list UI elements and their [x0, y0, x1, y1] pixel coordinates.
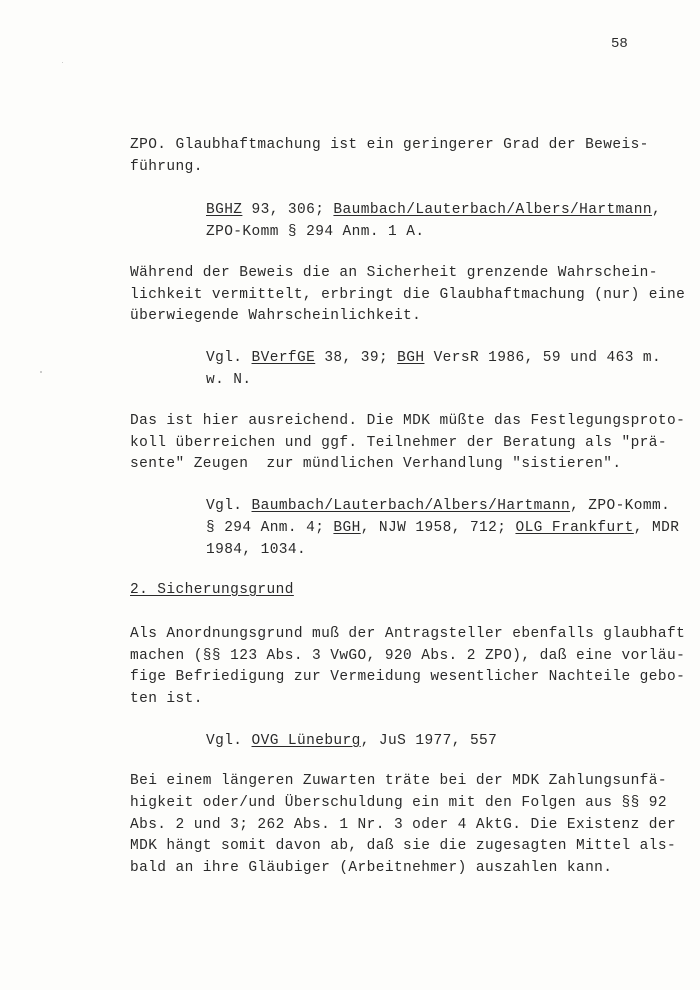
- citation-text: 93, 306;: [242, 202, 334, 218]
- citation-text: Vgl.: [206, 733, 252, 749]
- text-line: Abs. 2 und 3; 262 Abs. 1 Nr. 3 oder 4 AktG. Die Existenz der: [130, 817, 677, 833]
- text-line: Das ist hier ausreichend. Die MDK müßte das Festlegungsproto-: [130, 413, 686, 429]
- citation-text: , NJW 1958, 712;: [360, 520, 516, 536]
- citation-source: OVG Lüneburg: [251, 733, 361, 749]
- text-line: ZPO. Glaubhaftmachung ist ein geringerer Grad der Beweis-: [130, 137, 649, 153]
- citation-text: , ZPO-Komm.: [570, 498, 671, 514]
- text-line: fige Befriedigung zur Vermeidung wesentlicher Nachteile gebo-: [130, 669, 686, 685]
- citation-line: [206, 520, 679, 536]
- text-line: überwiegende Wahrscheinlichkeit.: [130, 308, 422, 324]
- scan-speck: [62, 62, 63, 63]
- text-line: machen (§§ 123 Abs. 3 VwGO, 920 Abs. 2 ZPO), daß eine vorläu-: [130, 648, 686, 664]
- citation-line: [206, 498, 670, 514]
- text-line: führung.: [130, 159, 203, 175]
- citation-line: ZPO-Komm § 294 Anm. 1 A.: [206, 224, 425, 240]
- citation-source: OLG Frankfurt: [515, 520, 634, 536]
- citation-line: 1984, 1034.: [206, 542, 307, 558]
- text-line: koll überreichen und ggf. Teilnehmer der Beratung als "prä-: [130, 435, 667, 451]
- citation-source: BVerfGE: [251, 350, 316, 366]
- page-number: 58: [611, 36, 628, 52]
- text-line: higkeit oder/und Überschuldung ein mit den Folgen aus §§ 92: [130, 795, 667, 811]
- citation-source: Baumbach/Lauterbach/Albers/Hartmann: [251, 498, 571, 514]
- citation-text: § 294 Anm. 4;: [206, 520, 334, 536]
- citation-line: [206, 202, 661, 218]
- section-heading: 2. Sicherungsgrund: [130, 582, 294, 598]
- citation-text: VersR 1986, 59 und 463 m.: [424, 350, 662, 366]
- text-line: Als Anordnungsgrund muß der Antragsteller ebenfalls glaubhaft: [130, 626, 686, 642]
- citation-source: BGH: [397, 350, 425, 366]
- text-line: Bei einem längeren Zuwarten träte bei der MDK Zahlungsunfä-: [130, 773, 667, 789]
- scan-speck: [40, 371, 42, 373]
- text-line: ten ist.: [130, 691, 203, 707]
- citation-line: w. N.: [206, 372, 252, 388]
- citation-text: Vgl.: [206, 498, 252, 514]
- text-line: bald an ihre Gläubiger (Arbeitnehmer) auszahlen kann.: [130, 860, 613, 876]
- citation-source: BGH: [333, 520, 361, 536]
- text-line: lichkeit vermittelt, erbringt die Glaubhaftmachung (nur) eine: [130, 287, 686, 303]
- citation-line: [206, 350, 661, 366]
- citation-text: Vgl.: [206, 350, 252, 366]
- citation-text: , JuS 1977, 557: [360, 733, 498, 749]
- citation-source: BGHZ: [206, 202, 243, 218]
- citation-source: Baumbach/Lauterbach/Albers/Hartmann: [333, 202, 652, 218]
- text-line: MDK hängt somit davon ab, daß sie die zugesagten Mittel als-: [130, 838, 677, 854]
- citation-text: 38, 39;: [315, 350, 398, 366]
- citation-line: [206, 733, 497, 749]
- citation-text: ,: [651, 202, 662, 218]
- text-line: sente" Zeugen zur mündlichen Verhandlung "sistieren".: [130, 456, 622, 472]
- text-line: Während der Beweis die an Sicherheit grenzende Wahrschein-: [130, 265, 658, 281]
- citation-text: , MDR: [633, 520, 680, 536]
